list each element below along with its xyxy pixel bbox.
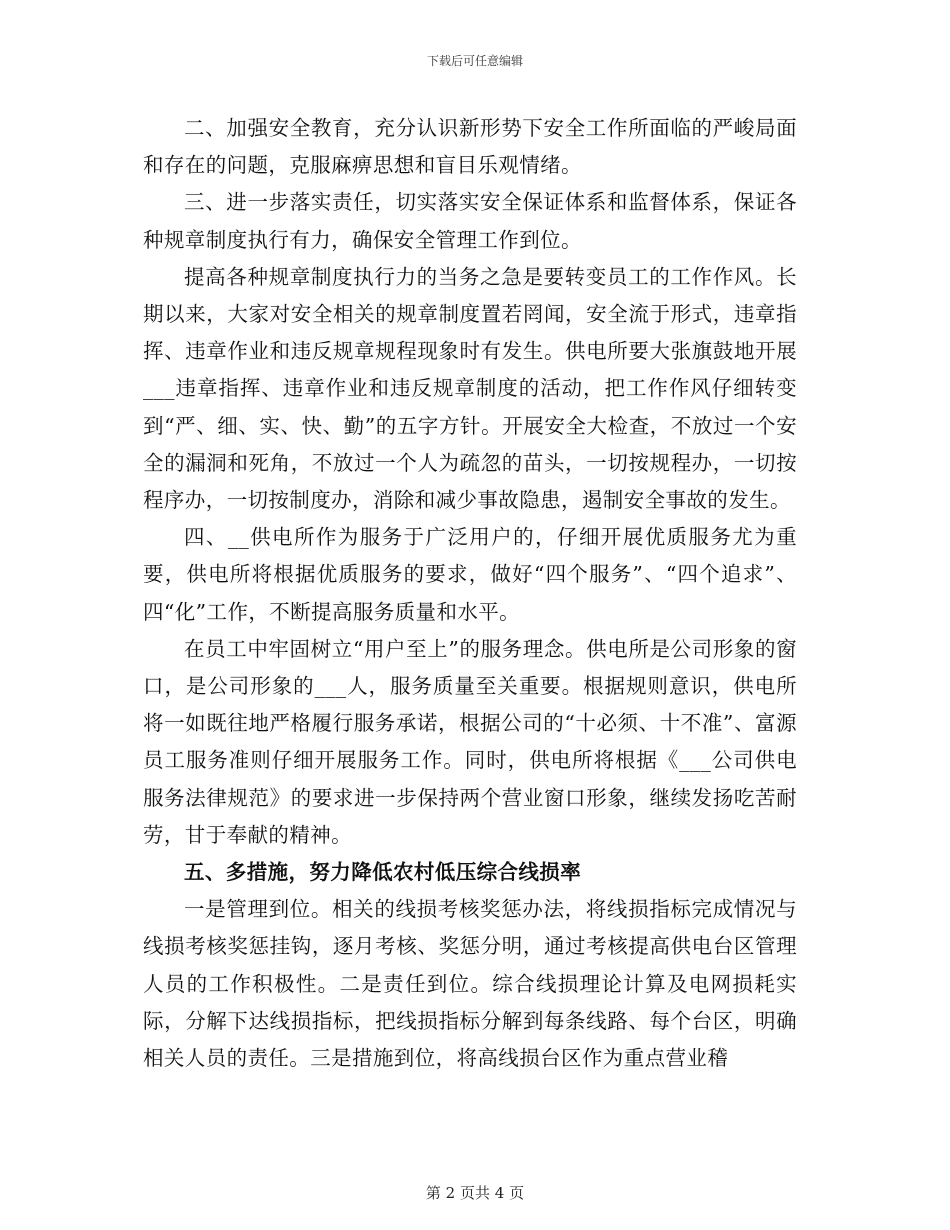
page-header: 下载后可任意编辑 [426,54,523,68]
paragraph-safety-education: 二、加强安全教育，充分认识新形势下安全工作所面临的严峻局面和存在的问题，克服麻痹思想和盲目乐观情绪。 [143,116,797,178]
page-number-footer: 第 2 页共 4 页 [425,1184,525,1202]
paragraph-responsibility: 三、进一步落实责任，切实落实安全保证体系和监督体系，保证各种规章制度执行有力，确保安全管理工作到位。 [143,190,797,252]
paragraph-customer-first: 在员工中牢固树立“用户至上”的服务理念。供电所是公司形象的窗口，是公司形象的___人，服务质量至关重要。根据规则意识，供电所将一如既往地严格履行服务承诺，根据公司的“十必须、十不准”、富源员工服务准则仔细开展服务工作。同时，供电所将根据《___公司供电服务法律规范》的要求进一步保持两个营业窗口形象，继续发扬吃苦耐劳，甘于奉献的精神。 [143,636,797,847]
section-heading-line-loss: 五、多措施，努力降低农村低压综合线损率 [184,860,582,885]
paragraph-quality-service: 四、__供电所作为服务于广泛用户的，仔细开展优质服务尤为重要，供电所将根据优质服务的要求，做好“四个服务”、“四个追求”、四“化”工作，不断提高服务质量和水平。 [143,525,797,624]
document-body [143,110,797,1077]
paragraph-work-style: 提高各种规章制度执行力的当务之急是要转变员工的工作作风。长期以来，大家对安全相关的规章制度置若罔闻，安全流于形式，违章指挥、违章作业和违反规章规程现象时有发生。供电所要大张旗鼓地开展___违章指挥、违章作业和违反规章制度的活动，把工作作风仔细转变到“严、细、实、快、勤”的五字方针。开展安全大检查，不放过一个安全的漏洞和死角，不放过一个人为疏忽的苗头，一切按规程办，一切按程序办，一切按制度办，消除和减少事故隐患，遏制安全事故的发生。 [143,264,797,513]
paragraph-line-loss-management: 一是管理到位。相关的线损考核奖惩办法，将线损指标完成情况与线损考核奖惩挂钩，逐月考核、奖惩分明，通过考核提高供电台区管理人员的工作积极性。二是责任到位。综合线损理论计算及电网损耗实际，分解下达线损指标，把线损指标分解到每条线路、每个台区，明确相关人员的责任。三是措施到位，将高线损台区作为重点营业稽 [143,897,797,1071]
